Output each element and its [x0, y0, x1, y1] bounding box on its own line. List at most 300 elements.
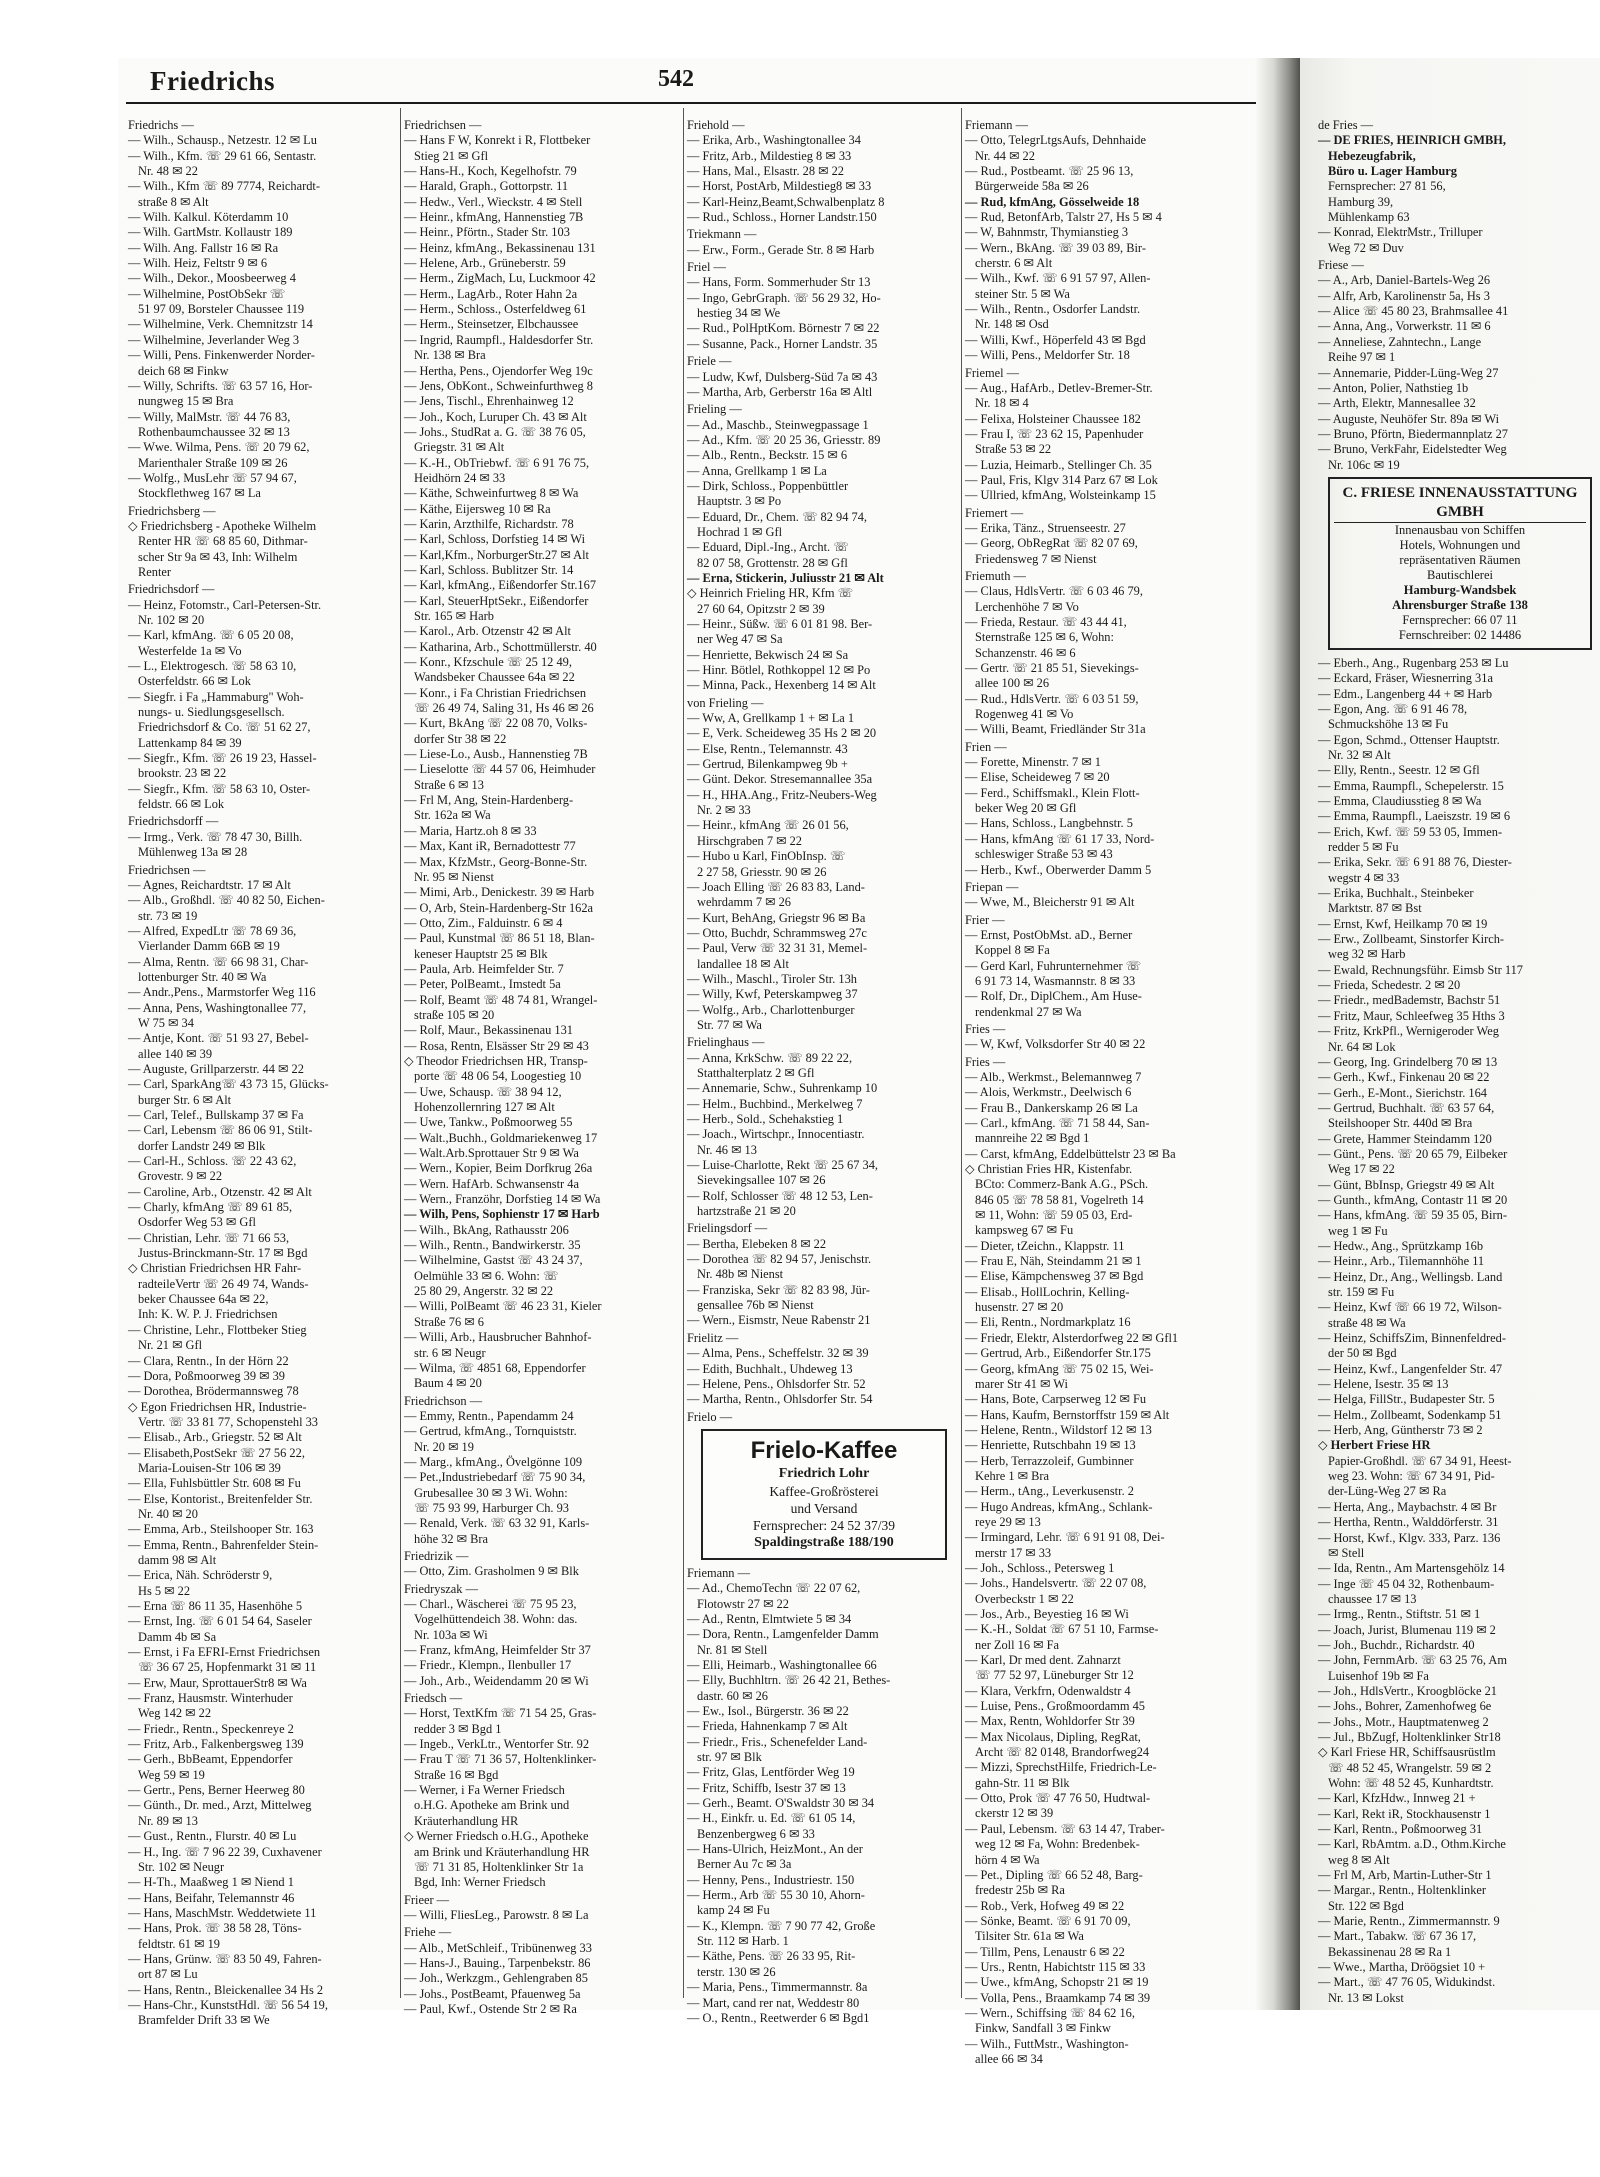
directory-entry: 6 91 73 14, Wasmannstr. 8 ✉ 33: [975, 973, 1136, 988]
directory-entry: — Joh., HdlsVertr., Kroogblöcke 21: [1318, 1683, 1497, 1698]
directory-entry: — Wilh., Kfm. ☏ 29 61 66, Sentastr.: [128, 148, 317, 163]
directory-entry: — Wilhelmine, PostObSekr ☏: [128, 286, 286, 301]
directory-entry: — Wern., Kopier, Beim Dorfkrug 26a: [404, 1161, 593, 1176]
directory-entry: — Irmg., Rentn., Stiftstr. 51 ✉ 1: [1318, 1607, 1481, 1622]
directory-entry: — Edm., Langenberg 44 + ✉ Harb: [1318, 686, 1493, 701]
directory-entry: — Pet.,Industriebedarf ☏ 75 90 34,: [404, 1470, 586, 1485]
directory-entry: — Fritz, Glas, Lentförder Weg 19: [687, 1765, 855, 1780]
directory-entry: — Günth., Dr. med., Arzt, Mittelweg: [128, 1798, 312, 1813]
directory-entry: — Friedr., medBademstr, Bachstr 51: [1318, 993, 1501, 1008]
directory-entry: — Ernst, PostObMst. aD., Berner: [965, 927, 1133, 942]
directory-entry: Nr. 138 ✉ Bra: [414, 348, 486, 363]
directory-entry: — Dorothea, Brödermannsweg 78: [128, 1384, 299, 1399]
directory-entry: — Hans-Ulrich, HeizMont., An der: [687, 1842, 863, 1857]
directory-entry: Baum 4 ✉ 20: [414, 1376, 482, 1391]
directory-entry: — Ingo, GebrGraph. ☏ 56 29 32, Ho-: [687, 290, 881, 305]
directory-entry: — Herm., ZigMach, Lu, Luckmoor 42: [404, 271, 596, 286]
directory-entry: Schmuckshöhe 13 ✉ Fu: [1328, 717, 1449, 732]
directory-entry: Weg 72 ✉ Duv: [1328, 240, 1404, 255]
directory-entry: — Friedr., Fris., Schenefelder Land-: [687, 1734, 868, 1749]
directory-entry: — Heinr., kfmAng, Hannenstieg 7B: [404, 210, 584, 225]
directory-entry: — Mimi, Arb., Denickestr. 39 ✉ Harb: [404, 885, 595, 900]
directory-entry: — Fritz, KrkPfl., Wernigeroder Weg: [1318, 1024, 1499, 1039]
directory-entry: — Edith, Buchhalt., Uhdeweg 13: [687, 1361, 853, 1376]
directory-entry: — Gertrud, Arb., Eißendorfer Str.175: [965, 1346, 1151, 1361]
directory-entry: — Henriette, Bekwisch 24 ✉ Sa: [687, 647, 849, 662]
directory-entry: — A., Arb, Daniel-Bartels-Weg 26: [1318, 273, 1491, 288]
directory-entry: — Willi, PolBeamt ☏ 46 23 31, Kieler: [404, 1299, 602, 1314]
directory-entry: — Friedr., Klempn., Ilenbuller 17: [404, 1658, 572, 1673]
directory-entry: — Frau T ☏ 71 36 57, Holtenklinker-: [404, 1752, 597, 1767]
directory-entry: — Frieda, Schedestr. 2 ✉ 20: [1318, 978, 1461, 993]
directory-entry: Mühlenweg 13a ✉ 28: [138, 845, 248, 860]
directory-entry: ☏ 26 49 74, Saling 31, Hs 46 ✉ 26: [414, 701, 594, 716]
directory-entry: hestieg 34 ✉ We: [697, 306, 781, 321]
directory-entry: gahn-Str. 11 ✉ Blk: [975, 1775, 1070, 1790]
directory-entry: 51 97 09, Borsteler Chaussee 119: [138, 302, 305, 317]
directory-entry: — Gerh., Kwf., Finkenau 20 ✉ 22: [1318, 1070, 1490, 1085]
directory-entry: — Helga, FillStr., Budapester Str. 5: [1318, 1392, 1495, 1407]
section-heading: Friedrizik —: [404, 1548, 469, 1563]
directory-entry: — Luise, Pens., Großmoordamm 45: [965, 1699, 1145, 1714]
directory-entry: Nr. 148 ✉ Osd: [975, 317, 1049, 332]
directory-entry: nungs- u. Siedlungsgesellsch.: [138, 705, 285, 720]
directory-entry: — Herm., Schloss., Osterfeldweg 61: [404, 302, 587, 317]
directory-entry: Nr. 106c ✉ 19: [1328, 457, 1400, 472]
directory-entry: — Ad., Maschb., Steinwegpassage 1: [687, 417, 869, 432]
directory-entry: — Elise, Kämpchensweg 37 ✉ Bgd: [965, 1269, 1144, 1284]
directory-entry: o.H.G. Apotheke am Brink und: [414, 1798, 570, 1813]
directory-entry: — Helm., Buchbind., Merkelweg 7: [687, 1096, 863, 1111]
directory-entry: — Wilh., Kfm ☏ 89 7774, Reichardt-: [128, 179, 320, 194]
directory-entry: — Franz, kfmAng, Heimfelder Str 37: [404, 1643, 591, 1658]
directory-entry: — Horst, TextKfm ☏ 71 54 25, Gras-: [404, 1706, 597, 1721]
directory-entry: — Ernst, Kwf, Heilkamp 70 ✉ 19: [1318, 916, 1488, 931]
directory-entry: — Frl M, Arb, Martin-Luther-Str 1: [1318, 1868, 1492, 1883]
directory-entry: — Frau I, ☏ 23 62 15, Papenhuder: [965, 426, 1144, 441]
ad-text: Fernschreiber: 02 14486: [1398, 627, 1522, 642]
directory-entry: — Gerh., E-Mont., Sierichstr. 164: [1318, 1085, 1487, 1100]
directory-entry: — Franz, Hausmstr. Winterhuder: [128, 1691, 293, 1706]
directory-entry: — Karl, SteuerHptSekr., Eißendorfer: [404, 593, 589, 608]
directory-entry: cherstr. 6 ✉ Alt: [975, 256, 1053, 271]
directory-entry: — Joh., Koch, Luruper Ch. 43 ✉ Alt: [404, 409, 587, 424]
directory-entry: Bürgerweide 58a ✉ 26: [975, 179, 1089, 194]
directory-entry: Oelmühle 33 ✉ 6. Wohn: ☏: [414, 1268, 559, 1283]
column-2: [404, 118, 674, 2016]
directory-entry: — Wilhelmine, Jeverlander Weg 3: [128, 332, 300, 347]
section-heading: Friedryszak —: [404, 1581, 478, 1596]
directory-entry: chaussee 17 ✉ 13: [1328, 1591, 1417, 1606]
directory-entry: ◇ Theodor Friedrichsen HR, Transp-: [404, 1053, 588, 1068]
directory-entry: — Wilhelmine, Gastst ☏ 43 24 37,: [404, 1253, 583, 1268]
directory-entry: — Henny, Pens., Industriestr. 150: [687, 1872, 855, 1887]
directory-entry: — Heinr., Süßw. ☏ 6 01 81 98. Ber-: [687, 617, 873, 631]
directory-entry: — Emma, Arb., Steilshooper Str. 163: [128, 1522, 314, 1537]
directory-entry: beker Weg 20 ✉ Gfl: [975, 801, 1077, 816]
directory-entry: — Hedw., Verl., Wieckstr. 4 ✉ Stell: [404, 194, 583, 209]
directory-entry: Steilshooper Str. 440d ✉ Bra: [1328, 1116, 1473, 1131]
directory-entry: — Elisab., Arb., Griegstr. 52 ✉ Alt: [128, 1430, 302, 1445]
directory-entry: — Heinz, Fotomstr., Carl-Petersen-Str.: [128, 597, 322, 612]
directory-entry: — Joach Elling ☏ 26 83 83, Land-: [687, 879, 865, 894]
directory-entry: — Carl-H., Schloss. ☏ 22 43 62,: [128, 1154, 297, 1169]
section-heading: Frielinghaus —: [687, 1035, 765, 1050]
directory-entry: Vertr. ☏ 33 81 77, Schopenstehl 33: [138, 1414, 318, 1429]
directory-entry: — Martha, Rentn., Ohlsdorfer Str. 54: [687, 1392, 873, 1407]
directory-entry: — Günt., Pens. ☏ 20 65 79, Eilbeker: [1318, 1146, 1508, 1161]
directory-entry: — Ludw, Kwf, Dulsberg-Süd 7a ✉ 43: [687, 369, 878, 384]
directory-entry: — Uwe, Schausp. ☏ 38 94 12,: [404, 1084, 562, 1099]
directory-entry: — Paula, Arb. Heimfelder Str. 7: [404, 961, 564, 976]
directory-entry: — Herb., Kwf., Oberwerder Damm 5: [965, 862, 1152, 877]
directory-entry: — Wilh. Heiz, Feltstr 9 ✉ 6: [128, 256, 268, 271]
directory-entry: Finkw, Sandfall 3 ✉ Finkw: [975, 2021, 1111, 2036]
directory-entry: — Wern., BkAng. ☏ 39 03 89, Bir-: [965, 240, 1146, 255]
directory-entry: — Karl-Heinz,Beamt,Schwalbenplatz 8: [687, 194, 885, 209]
directory-entry: — Anna, Pens, Washingtonallee 77,: [128, 1000, 307, 1015]
directory-entry: Friedensweg 7 ✉ Nienst: [975, 551, 1097, 566]
column-divider: [961, 108, 962, 1998]
directory-entry: Nr. 64 ✉ Lok: [1328, 1039, 1396, 1054]
directory-entry: — Dorothea ☏ 82 94 57, Jenischstr.: [687, 1252, 872, 1267]
directory-entry: gensallee 76b ✉ Nienst: [697, 1298, 814, 1313]
section-heading: Friepan —: [965, 879, 1019, 894]
directory-entry: — Wolfg., MusLehr ☏ 57 94 67,: [128, 470, 297, 485]
directory-entry: Str. 122 ✉ Bgd: [1328, 1898, 1404, 1913]
directory-entry: — Willy, Kwf, Peterskampweg 37: [687, 987, 858, 1002]
directory-entry: — Helene, Arb., Grüneberstr. 59: [404, 256, 566, 271]
directory-entry: radteileVertr ☏ 26 49 74, Wands-: [138, 1276, 309, 1291]
book-gutter: [1255, 58, 1301, 2010]
directory-entry: — Alb., Großhdl. ☏ 40 82 50, Eichen-: [128, 893, 325, 908]
directory-entry: — Emma, Claudiusstieg 8 ✉ Wa: [1318, 794, 1482, 808]
directory-entry: Osdorfer Weg 53 ✉ Gfl: [138, 1215, 256, 1230]
directory-entry: Berner Au 7c ✉ 3a: [697, 1857, 792, 1872]
directory-entry: — Walt.Arb.Sprottauer Str 9 ✉ Wa: [404, 1146, 579, 1161]
directory-entry: — Helene, Rentn., Wildstorf 12 ✉ 13: [965, 1422, 1152, 1437]
directory-entry: — Rolf, Maur., Bekassinenau 131: [404, 1023, 573, 1038]
directory-entry: — Frau E, Näh, Steindamm 21 ✉ 1: [965, 1254, 1142, 1269]
directory-entry: — Liese-Lo., Ausb., Hannenstieg 7B: [404, 747, 588, 762]
directory-entry: weg 23. Wohn: ☏ 67 34 91, Pid-: [1328, 1469, 1495, 1484]
directory-entry: — Wilh. Kalkul. Köterdamm 10: [128, 210, 289, 225]
directory-entry: am Brink und Kräuterhandlung HR: [414, 1844, 590, 1859]
directory-entry: — Elli, Heimarb., Washingtonallee 66: [687, 1657, 877, 1672]
directory-entry: — Gertrud, Buchhalt. ☏ 63 57 64,: [1318, 1100, 1495, 1115]
directory-entry: — Friedr, Elektr, Alsterdorfweg 22 ✉ Gfl1: [965, 1330, 1179, 1345]
directory-entry: — Siegfr., Kfm. ☏ 26 19 23, Hassel-: [128, 751, 317, 766]
directory-entry: — Siegfr., Kfm. ☏ 58 63 10, Oster-: [128, 781, 311, 796]
directory-entry: — Renald, Verk. ☏ 63 32 91, Karls-: [404, 1516, 590, 1531]
directory-entry: — Wilh. Ang. Fallstr 16 ✉ Ra: [128, 240, 279, 255]
directory-entry: — Joach., Wirtschpr., Innocentiastr.: [687, 1127, 865, 1142]
directory-entry: — Emma, Raumpfl., Schepelerstr. 15: [1318, 778, 1504, 793]
directory-entry: — Herm., LagArb., Roter Hahn 2a: [404, 286, 578, 301]
directory-entry: Str. 102 ✉ Neugr: [138, 1859, 225, 1874]
directory-entry: — Hans, kfmAng. ☏ 59 35 05, Birn-: [1318, 1208, 1507, 1223]
directory-entry: Renter HR ☏ 68 85 60, Dithmar-: [138, 534, 308, 549]
directory-entry: — Carl, SparkAng☏ 43 73 15, Glücks-: [128, 1077, 329, 1092]
directory-entry: — Peter, PolBeamt., Imstedt 5a: [404, 977, 561, 992]
section-heading: Frier —: [965, 912, 1005, 927]
directory-entry: Marienthaler Straße 109 ✉ 26: [138, 455, 288, 470]
directory-entry: — Heinz, SchiffsZim, Binnenfeldred-: [1318, 1331, 1506, 1346]
directory-entry: — Irmg., Verk. ☏ 78 47 30, Billh.: [128, 829, 303, 844]
directory-entry: — Gertr., Pens, Berner Heerweg 80: [128, 1783, 305, 1798]
directory-entry: Hochrad 1 ✉ Gfl: [697, 524, 783, 539]
directory-entry: marer Str 41 ✉ Wi: [975, 1376, 1068, 1391]
directory-entry: — Wilh., Rentn., Osdorfer Landstr.: [965, 302, 1141, 317]
directory-entry: ☏ 48 52 45, Wrangelstr. 59 ✉ 2: [1328, 1760, 1492, 1775]
ad-text: Bautischlerei: [1427, 567, 1493, 582]
directory-entry: Sievekingsallee 107 ✉ 26: [697, 1173, 826, 1188]
directory-entry: Straße 6 ✉ 13: [414, 777, 484, 792]
directory-entry: — Heinr., Pförtn., Stader Str. 103: [404, 225, 570, 240]
directory-entry: — Erw., Zollbeamt, Sinstorfer Kirch-: [1318, 932, 1505, 947]
directory-entry: — Horst, PostArb, Mildestieg8 ✉ 33: [687, 179, 872, 194]
directory-entry: — Harald, Graph., Gottorpstr. 11: [404, 179, 569, 194]
directory-entry: — Willi, Kwf., Höperfeld 43 ✉ Bgd: [965, 332, 1146, 347]
directory-entry: — Alois, Werkmstr., Deelwisch 6: [965, 1085, 1132, 1100]
column-3: [687, 118, 957, 2025]
directory-entry: — Hans, Rentn., Bleickenallee 34 Hs 2: [128, 1982, 324, 1997]
directory-entry: weg 32 ✉ Harb: [1328, 947, 1406, 962]
directory-entry: Rothenbaumchaussee 32 ✉ 13: [138, 424, 290, 439]
directory-entry: Damm 4b ✉ Sa: [138, 1629, 217, 1644]
directory-entry: — Frieda, Hahnenkamp 7 ✉ Alt: [687, 1719, 848, 1734]
directory-entry: ner Weg 47 ✉ Sa: [697, 632, 783, 647]
directory-entry: — Else, Kontorist., Breitenfelder Str.: [128, 1491, 313, 1506]
section-heading: Frien —: [965, 739, 1007, 754]
directory-entry: — Caroline, Arb., Otzenstr. 42 ✉ Alt: [128, 1184, 312, 1199]
directory-entry: — Heinz, Kwf ☏ 66 19 72, Wilson-: [1318, 1300, 1502, 1315]
directory-entry: ◇ Werner Friedsch o.H.G., Apotheke: [404, 1829, 589, 1844]
directory-entry: — Wilh., Rentn., Bandwirkerstr. 35: [404, 1238, 581, 1253]
directory-entry: — Wilh., BkAng, Rathausstr 206: [404, 1222, 569, 1237]
directory-entry: Renter: [138, 564, 172, 579]
directory-entry: — Wilh., Dekor., Moosbeerweg 4: [128, 271, 296, 286]
ad-text: Hamburg-Wandsbek: [1403, 582, 1517, 597]
directory-entry: — Ernst, Ing. ☏ 6 01 54 64, Saseler: [128, 1614, 312, 1629]
directory-entry: deich 68 ✉ Finkw: [138, 363, 229, 378]
directory-entry: Griegstr. 31 ✉ Alt: [414, 440, 505, 455]
directory-entry: — Felixa, Holsteiner Chaussee 182: [965, 411, 1141, 426]
directory-entry: — Uwe, Tankw., Poßmoorweg 55: [404, 1115, 573, 1130]
directory-entry: merstr 17 ✉ 33: [975, 1545, 1052, 1560]
directory-entry: — Bruno, Pförtn, Biedermannplatz 27: [1318, 426, 1508, 441]
directory-entry: ✉ Stell: [1328, 1545, 1365, 1560]
directory-entry: Nr. 18 ✉ 4: [975, 396, 1029, 411]
directory-entry: — Jos., Arb., Beyestieg 16 ✉ Wi: [965, 1607, 1129, 1621]
directory-entry: husenstr. 27 ✉ 20: [975, 1300, 1064, 1315]
directory-entry: Bramfelder Drift 33 ✉ We: [138, 2013, 270, 2028]
directory-entry: — Johs., Bohrer, Zamenhofweg 6e: [1318, 1699, 1492, 1714]
directory-entry: — Fritz, Maur, Schleefweg 35 Hths 3: [1318, 1008, 1505, 1023]
directory-entry: — Hans F W, Konrekt i R, Flottbeker: [404, 133, 591, 148]
section-heading: Frielingsdorf —: [687, 1221, 768, 1236]
directory-entry: Nr. 21 ✉ Gfl: [138, 1338, 203, 1353]
directory-entry: — Hans, Mal., Elsastr. 28 ✉ 22: [687, 164, 844, 179]
directory-entry: — Wern., Franzöhr, Dorfstieg 14 ✉ Wa: [404, 1192, 601, 1207]
directory-entry: — Ernst, i Fa EFRI-Ernst Friedrichsen: [128, 1645, 321, 1660]
directory-entry: — Hubo u Karl, FinObInsp. ☏: [687, 849, 846, 864]
directory-entry: — Wilh., FuttMstr., Washington-: [965, 2036, 1129, 2051]
directory-entry: — Rud., PolHptKom. Börnestr 7 ✉ 22: [687, 321, 880, 336]
header-rule: [126, 102, 1256, 104]
directory-entry: Grubesallee 30 ✉ 3 Wi. Wohn:: [414, 1485, 568, 1500]
directory-entry: Archt ☏ 82 0148, Brandorfweg24: [975, 1745, 1150, 1760]
directory-entry: — Herb, Terrazzoleif, Gumbinner: [965, 1453, 1134, 1468]
directory-entry: Hauptstr. 3 ✉ Po: [697, 494, 782, 509]
directory-entry: — Hans, kfmAng ☏ 61 17 33, Nord-: [965, 831, 1155, 846]
directory-entry: — Carl, Lebensm ☏ 86 06 91, Stilt-: [128, 1123, 313, 1138]
directory-entry: — Kurt, BehAng, Griegstr 96 ✉ Ba: [687, 910, 866, 925]
directory-entry: — Forette, Minenstr. 7 ✉ 1: [965, 755, 1101, 770]
section-heading: Fries —: [965, 1054, 1006, 1069]
directory-entry: — Willi, Pens. Finkenwerder Norder-: [128, 348, 315, 363]
directory-entry: — Luise-Charlotte, Rekt ☏ 25 67 34,: [687, 1158, 879, 1173]
directory-entry: — Karl, KfzHdw., Innweg 21 +: [1318, 1791, 1476, 1806]
directory-entry: Marktstr. 87 ✉ Bst: [1328, 901, 1422, 916]
directory-entry: — H-Th., Maaßweg 1 ✉ Niend 1: [128, 1875, 294, 1890]
directory-entry: — Gerh., BbBeamt, Eppendorfer: [128, 1752, 293, 1767]
ad-title: C. FRIESE INNENAUSSTATTUNG GMBH: [1334, 484, 1586, 523]
directory-entry: — Wilma, ☏ 4851 68, Eppendorfer: [404, 1360, 586, 1375]
directory-entry: — Johs., StudRat a. G. ☏ 38 76 05,: [404, 424, 586, 439]
section-heading: Friel —: [687, 260, 726, 275]
directory-entry: — Alma, Rentn. ☏ 66 98 31, Char-: [128, 954, 309, 969]
section-heading: Frielo —: [687, 1409, 733, 1424]
directory-entry: — Heinr., Arb., Tilemannhöhe 11: [1318, 1254, 1485, 1269]
directory-entry: — Volla, Pens., Braamkamp 74 ✉ 39: [965, 1990, 1151, 2005]
directory-entry: damm 98 ✉ Alt: [138, 1552, 217, 1567]
directory-entry: — Walt.,Buchh., Goldmariekenweg 17: [404, 1130, 598, 1145]
directory-entry: Lerchenhöhe 7 ✉ Vo: [975, 599, 1079, 614]
directory-entry: — Rud., Postbeamt. ☏ 25 96 13,: [965, 164, 1134, 179]
directory-entry: — Fritz, Arb., Mildestieg 8 ✉ 33: [687, 148, 852, 163]
directory-entry: Reihe 97 ✉ 1: [1328, 350, 1396, 365]
directory-entry: Westerfelde 1a ✉ Vo: [138, 643, 242, 658]
directory-entry: — Georg, Ing. Grindelberg 70 ✉ 13: [1318, 1054, 1498, 1069]
directory-entry: — Sönke, Beamt. ☏ 6 91 70 09,: [965, 1913, 1131, 1928]
directory-entry: — Egon, Ang. ☏ 6 91 46 78,: [1318, 701, 1468, 716]
directory-entry: Friemann —: [965, 118, 1028, 132]
directory-entry: — Wilhelmine, Verk. Chemnitzstr 14: [128, 317, 313, 332]
directory-entry: — Alb., Rentn., Beckstr. 15 ✉ 6: [687, 448, 848, 463]
directory-entry: — Alb., Werkmst., Belemannweg 7: [965, 1069, 1142, 1084]
directory-entry: — Klara, Verkfrn, Odenwaldstr 4: [965, 1683, 1131, 1698]
directory-entry: Nr. 20 ✉ 19: [414, 1439, 474, 1454]
directory-entry: — Dirk, Schloss., Poppenbüttler: [687, 478, 849, 493]
directory-entry: der-Lüng-Weg 27 ✉ Ra: [1328, 1484, 1447, 1499]
directory-entry: Nr. 81 ✉ Stell: [697, 1642, 768, 1657]
directory-entry: — Hans, Grünw. ☏ 83 50 49, Fahren-: [128, 1951, 322, 1966]
directory-entry: — Karl, kfmAng. ☏ 6 05 20 08,: [128, 628, 294, 643]
directory-entry: — Erica, Näh. Schröderstr 9,: [128, 1568, 273, 1583]
directory-entry: — Egon, Schmd., Ottenser Hauptstr.: [1318, 732, 1500, 747]
directory-entry: — Jul., BbZugf, Holtenklinker Str18: [1318, 1729, 1501, 1744]
directory-entry: — Max Nicolaus, Dipling, RegRat,: [965, 1729, 1141, 1744]
directory-entry: dorfer Landstr 249 ✉ Blk: [138, 1138, 266, 1153]
directory-entry: — Erw, Maur, SprottauerStr8 ✉ Wa: [128, 1675, 307, 1690]
section-heading: Friele —: [687, 354, 732, 369]
directory-entry: nungweg 15 ✉ Bra: [138, 394, 234, 409]
directory-entry: — Anna, Grellkamp 1 ✉ La: [687, 463, 827, 478]
directory-entry: — Eberh., Ang., Rugenbarg 253 ✉ Lu: [1318, 655, 1509, 670]
directory-entry: — Maria, Pens., Timmermannstr. 8a: [687, 1980, 868, 1995]
directory-entry: — Joh., Arb., Weidendamm 20 ✉ Wi: [404, 1673, 589, 1688]
directory-entry: ner Zoll 16 ✉ Fa: [975, 1637, 1060, 1652]
ad-address: Spaldingstraße 188/190: [754, 1534, 894, 1550]
directory-entry: — Wilh., Maschl., Tiroler Str. 13h: [687, 971, 858, 986]
section-heading: Friedrichsberg —: [128, 503, 216, 518]
directory-entry: steiner Str. 5 ✉ Wa: [975, 286, 1070, 301]
directory-entry: — Wern., Schiffsing ☏ 84 62 16,: [965, 2005, 1135, 2020]
directory-entry: — Gertr. ☏ 21 85 51, Sievekings-: [965, 661, 1139, 676]
directory-entry: — Heinz, Kwf., Langenfelder Str. 47: [1318, 1361, 1503, 1376]
directory-entry: Friedrichs —: [128, 118, 194, 132]
directory-entry: — Herta, Ang., Maybachstr. 4 ✉ Br: [1318, 1499, 1497, 1514]
column-1: [128, 118, 398, 2028]
directory-entry: — Elly, Buchhltrn. ☏ 26 42 21, Bethes-: [687, 1673, 891, 1688]
directory-entry: — Rob., Verk, Hofweg 49 ✉ 22: [965, 1898, 1125, 1913]
directory-entry: — Ullried, kfmAng, Wolsteinkamp 15: [965, 488, 1156, 503]
directory-entry: — Hertha, Pens., Ojendorfer Weg 19c: [404, 363, 593, 378]
section-heading: Friedsch —: [404, 1691, 463, 1706]
section-heading: Friemann —: [687, 1565, 750, 1580]
directory-entry: — Mart., Tabakw. ☏ 67 36 17,: [1318, 1929, 1477, 1944]
directory-entry: Friedrichsdorf & Co. ☏ 51 62 27,: [138, 720, 311, 735]
directory-entry: — Ingeb., VerkLtr., Wentorfer Str. 92: [404, 1737, 590, 1752]
directory-entry: — Hans, Beifahr, Telemannstr 46: [128, 1890, 295, 1905]
directory-entry: — Ad., Rentn, Elmtwiete 5 ✉ 34: [687, 1611, 852, 1626]
directory-entry: Hamburg 39,: [1328, 194, 1394, 209]
directory-entry: — K., Klempn. ☏ 7 90 77 42, Große: [687, 1918, 876, 1933]
directory-entry: Weg 17 ✉ 22: [1328, 1162, 1395, 1177]
directory-entry: reye 29 ✉ 13: [975, 1514, 1041, 1529]
directory-entry: str. 159 ✉ Fu: [1328, 1285, 1395, 1299]
directory-entry: — Erna ☏ 86 11 35, Hasenhöhe 5: [128, 1599, 303, 1613]
directory-entry: — O., Rentn., Reetwerder 6 ✉ Bgd1: [687, 2010, 870, 2025]
directory-entry: — Elly, Rentn., Seestr. 12 ✉ Gfl: [1318, 763, 1480, 778]
directory-entry: — Ingrid, Raumpfl., Haldesdorfer Str.: [404, 332, 594, 347]
directory-entry: — Karl, Dr med dent. Zahnarzt: [965, 1653, 1121, 1668]
directory-entry: — Dora, Rentn., Lamgenfelder Damm: [687, 1627, 879, 1642]
directory-entry: Flotowstr 27 ✉ 22: [697, 1596, 789, 1611]
directory-entry: ☏ 75 93 99, Harburger Ch. 93: [414, 1500, 569, 1515]
directory-entry: ◇ Herbert Friese HR: [1318, 1438, 1431, 1453]
section-heading: Frieling —: [687, 402, 742, 417]
directory-entry: — Fritz, Arb., Falkenbergsweg 139: [128, 1737, 304, 1752]
directory-entry: Stockflethweg 167 ✉ La: [138, 486, 261, 501]
directory-entry: — Bruno, VerkFahr, Eidelstedter Weg: [1318, 442, 1507, 457]
directory-entry: — John, FernmArb. ☏ 63 25 76, Am: [1318, 1653, 1507, 1668]
directory-entry: feldtstr. 61 ✉ 19: [138, 1936, 220, 1951]
directory-entry: terstr. 130 ✉ 26: [697, 1964, 776, 1979]
directory-entry: — Anna, Ang., Vorwerkstr. 11 ✉ 6: [1318, 319, 1491, 334]
directory-entry: — Katharina, Arb., Schottmüllerstr. 40: [404, 639, 597, 654]
directory-entry: burger Str. 6 ✉ Alt: [138, 1092, 232, 1107]
directory-entry: — Rud., HdlsVertr. ☏ 6 03 51 59,: [965, 691, 1139, 706]
directory-entry: — Elisabeth,PostSekr ☏ 27 56 22,: [128, 1445, 305, 1460]
directory-entry: Nr. 13 ✉ Lokst: [1328, 1990, 1404, 2005]
directory-entry: Nr. 2 ✉ 33: [697, 803, 751, 818]
directory-entry: — K.-H., ObTriebwf. ☏ 6 91 76 75,: [404, 455, 590, 470]
directory-entry: Weg 59 ✉ 19: [138, 1767, 205, 1782]
directory-entry: — Hans-J., Bauing., Tarpenbekstr. 86: [404, 1955, 591, 1970]
column-divider: [400, 108, 401, 1998]
